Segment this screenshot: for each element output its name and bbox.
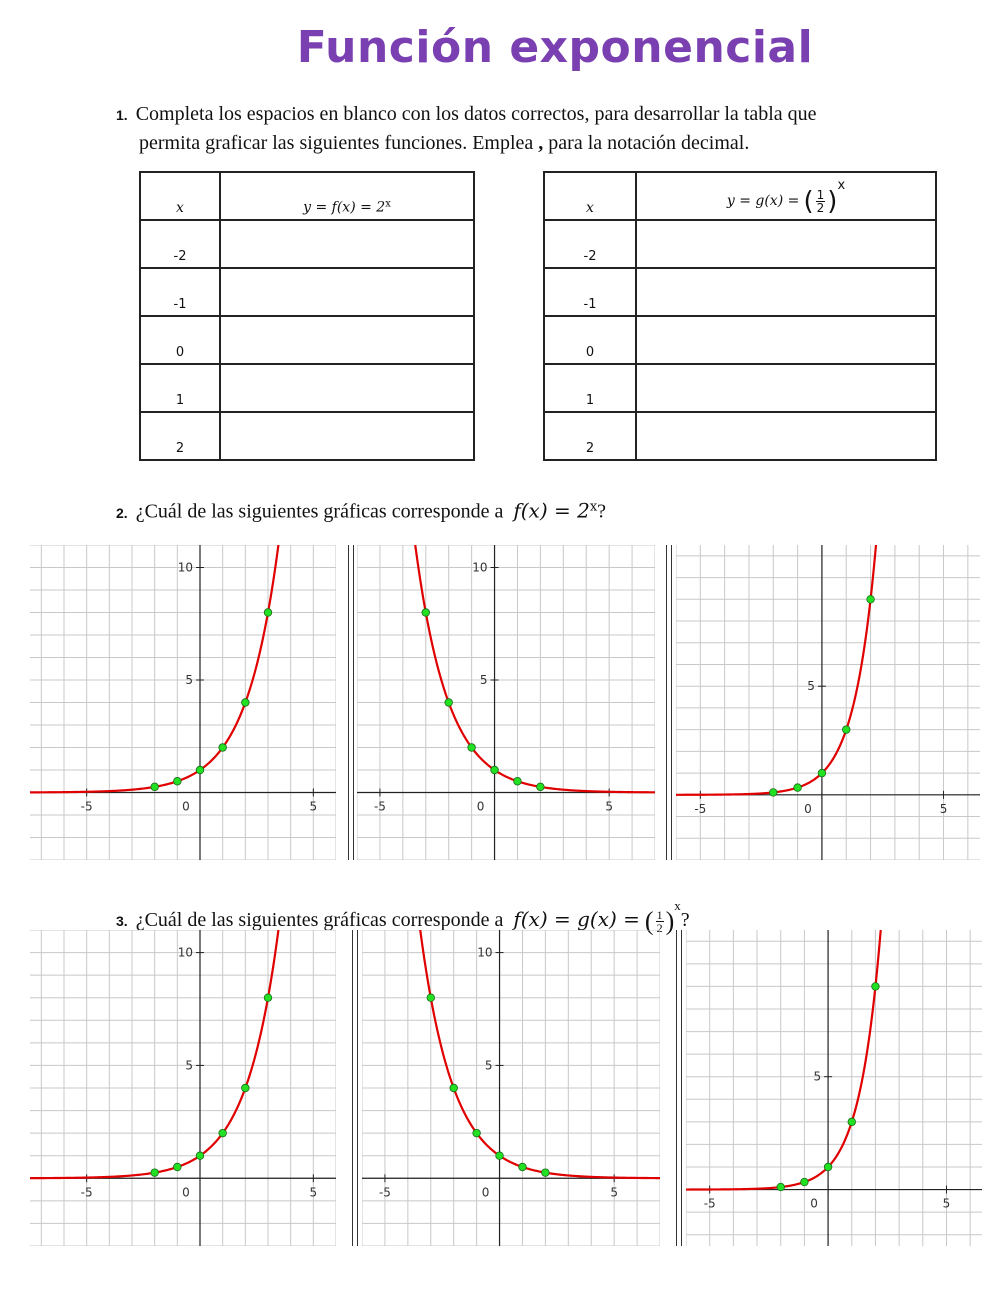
curve-line — [30, 545, 336, 792]
question-2-formula: f(x) = 2 — [513, 498, 590, 523]
graph-q3-a[interactable] — [30, 930, 336, 1246]
data-point — [242, 1084, 250, 1092]
data-point — [842, 726, 850, 734]
graph-q2-c[interactable] — [676, 545, 980, 860]
data-point — [496, 1152, 504, 1160]
curve-line — [357, 545, 655, 792]
data-point — [473, 1129, 481, 1137]
question-2-end: ? — [597, 500, 607, 523]
question-3-text: ¿Cuál de las siguientes gráficas corresponde a — [135, 909, 504, 931]
data-point — [769, 789, 777, 797]
question-1 — [116, 100, 936, 157]
table-g-y-input[interactable] — [636, 412, 936, 460]
graph-divider — [348, 545, 354, 860]
table-g-x-cell: 2 — [544, 412, 636, 460]
data-point — [848, 1118, 856, 1126]
data-point — [174, 777, 182, 785]
x-tick-label: 5 — [309, 799, 318, 814]
x-tick-label: -5 — [703, 1196, 716, 1211]
data-point — [151, 783, 159, 791]
y-tick-label: 5 — [479, 673, 488, 687]
question-3-number: 3. — [116, 913, 128, 929]
question-3: 3. ¿Cuál de las siguientes gráficas corresponde a f(x) = g(x) = ( $\frac{1}{2}$ )$^x$? — [116, 898, 690, 936]
data-point — [264, 609, 272, 617]
graph-q3-b[interactable] — [362, 930, 660, 1246]
table-f-y-input[interactable] — [220, 268, 474, 316]
x-tick-label: 0 — [804, 801, 812, 816]
table-g-x-cell: -1 — [544, 268, 636, 316]
x-tick-label: 0 — [481, 1185, 490, 1200]
data-point — [872, 983, 880, 991]
table-f-y-input[interactable] — [220, 316, 474, 364]
y-tick-label: 5 — [813, 1069, 822, 1084]
data-point — [196, 766, 204, 774]
graph-divider — [352, 930, 358, 1246]
x-tick-label: -5 — [373, 799, 386, 814]
y-tick-label: 5 — [484, 1058, 493, 1073]
question-3-frac-num: 1 — [656, 907, 663, 922]
y-tick-label: 10 — [177, 945, 193, 960]
question-2-exp: x — [589, 499, 598, 514]
graph-q2-a[interactable] — [30, 545, 336, 860]
x-tick-label: 0 — [182, 799, 190, 814]
table-g-header-y: y = g(x) = ( $\frac{1}{2}$ )$^x$ — [636, 172, 936, 220]
table-f-header-y: $y = f(x) = 2^x$ — [220, 172, 474, 220]
table-f-y-input[interactable] — [220, 412, 474, 460]
y-tick-label: 10 — [472, 560, 488, 575]
y-tick-label: 5 — [185, 1058, 193, 1073]
data-point — [174, 1163, 182, 1171]
table-f-x-cell: -2 — [140, 220, 220, 268]
data-point — [422, 609, 430, 617]
data-point — [242, 699, 250, 707]
question-1-line1: Completa los espacios en blanco con los datos correctos, para desarrollar la tabla que — [135, 103, 817, 125]
graph-divider — [676, 930, 682, 1246]
table-g-y-input[interactable] — [636, 316, 936, 364]
data-point — [519, 1163, 527, 1171]
data-point — [196, 1152, 204, 1160]
data-point — [468, 744, 476, 752]
data-point — [514, 777, 522, 785]
data-point — [801, 1178, 809, 1186]
x-tick-label: 0 — [810, 1196, 818, 1211]
table-f-y-input[interactable] — [220, 364, 474, 412]
data-point — [450, 1084, 458, 1092]
table-f-x-cell: 1 — [140, 364, 220, 412]
data-point — [542, 1169, 550, 1177]
table-f-x-cell: 2 — [140, 412, 220, 460]
x-tick-label: 5 — [309, 1185, 318, 1200]
question-2-text: ¿Cuál de las siguientes gráficas corresponde a — [135, 500, 504, 523]
table-g-y-input[interactable] — [636, 364, 936, 412]
curve-line — [30, 930, 336, 1178]
question-1-line2a: permita graficar las siguientes funciones. Emplea — [139, 132, 534, 154]
table-g — [543, 171, 937, 461]
x-tick-label: 5 — [610, 1185, 618, 1200]
graph-divider — [666, 545, 672, 860]
question-3-frac-den: 2 — [656, 920, 663, 935]
question-3-formula: f(x) = g(x) = — [513, 907, 640, 931]
data-point — [824, 1163, 832, 1171]
data-point — [794, 784, 802, 792]
data-point — [427, 994, 435, 1002]
x-tick-label: -5 — [80, 799, 93, 814]
x-tick-label: 0 — [476, 799, 485, 814]
table-f-header-x: x — [140, 172, 220, 220]
data-point — [491, 766, 499, 774]
graph-q2-b[interactable] — [357, 545, 655, 860]
page-title: Función exponencial — [296, 22, 814, 73]
y-tick-label: 10 — [177, 560, 193, 575]
curve-line — [362, 930, 660, 1178]
data-point — [151, 1169, 159, 1177]
table-g-y-input[interactable] — [636, 220, 936, 268]
data-point — [219, 1129, 227, 1137]
data-point — [777, 1183, 785, 1191]
question-2 — [116, 493, 606, 527]
question-1-comma: , — [533, 132, 544, 154]
y-tick-label: 10 — [477, 945, 493, 960]
question-3-exp: x — [674, 898, 681, 913]
x-tick-label: -5 — [378, 1185, 391, 1200]
graph-q3-c[interactable] — [686, 930, 982, 1246]
question-1-line2b: para la notación decimal. — [543, 132, 750, 154]
table-g-x-cell: -2 — [544, 220, 636, 268]
table-f-x-cell: 0 — [140, 316, 220, 364]
table-g-x-cell: 0 — [544, 316, 636, 364]
table-g-header-x: x — [544, 172, 636, 220]
data-point — [818, 769, 826, 777]
table-f-x-cell: -1 — [140, 268, 220, 316]
curve-line — [686, 930, 982, 1190]
x-tick-label: -5 — [694, 801, 707, 816]
question-2-number: 2. — [116, 504, 128, 521]
table-f-y-input[interactable] — [220, 220, 474, 268]
y-tick-label: 5 — [807, 679, 815, 694]
x-tick-label: 0 — [182, 1185, 190, 1200]
data-point — [264, 994, 272, 1002]
data-point — [537, 783, 545, 791]
curve-line — [676, 545, 980, 795]
question-1-number: 1. — [116, 107, 128, 123]
x-tick-label: 5 — [605, 799, 613, 814]
y-tick-label: 5 — [185, 673, 193, 687]
x-tick-label: -5 — [80, 1185, 93, 1200]
question-3-end: ? — [680, 909, 690, 931]
data-point — [219, 744, 227, 752]
x-tick-label: 5 — [942, 1196, 951, 1211]
data-point — [445, 699, 453, 707]
table-f — [139, 171, 475, 461]
table-g-x-cell: 1 — [544, 364, 636, 412]
data-point — [867, 596, 875, 604]
table-g-y-input[interactable] — [636, 268, 936, 316]
x-tick-label: 5 — [939, 801, 948, 816]
